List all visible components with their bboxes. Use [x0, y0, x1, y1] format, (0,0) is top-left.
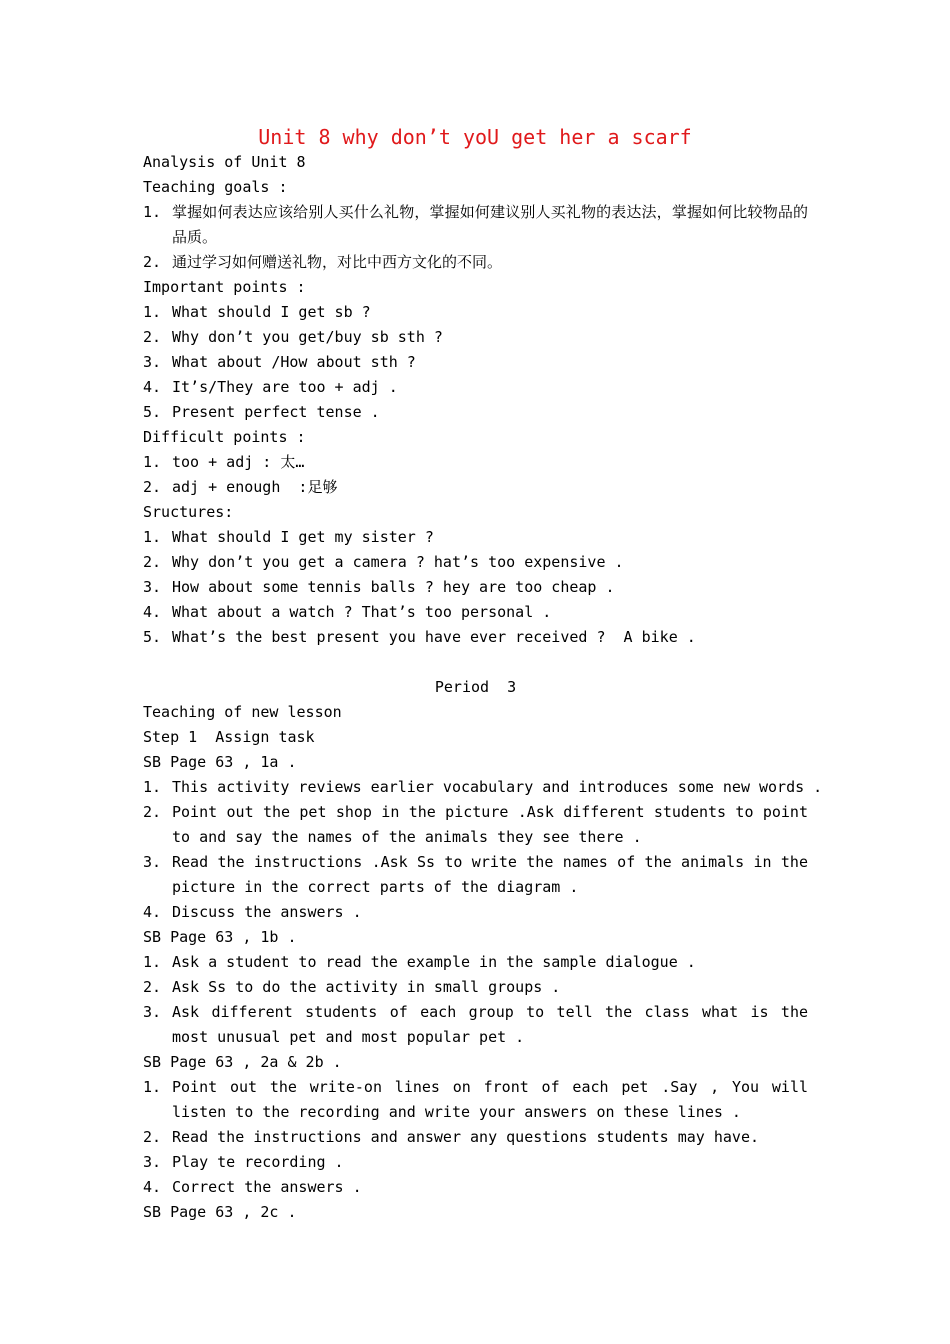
step-heading: Step 1 Assign task — [143, 728, 315, 746]
list-number: 1. — [143, 528, 162, 546]
list-text: 通过学习如何赠送礼物，对比中西方文化的不同。 — [172, 253, 503, 271]
list-number: 3. — [143, 1153, 162, 1171]
list-item — [143, 475, 808, 500]
list-number: 4. — [143, 903, 162, 921]
list-text: Present perfect tense . — [172, 403, 380, 421]
list-item — [143, 450, 808, 475]
list-text: Correct the answers . — [172, 1178, 362, 1196]
list-item — [143, 375, 808, 400]
list-text: This activity reviews earlier vocabulary and introduces some new words . — [172, 778, 823, 796]
list-text: What should I get my sister ? — [172, 528, 434, 546]
list-text: Play te recording . — [172, 1153, 344, 1171]
list-number: 3. — [143, 353, 162, 371]
list-text: Read the instructions and answer any questions students may have. — [172, 1128, 759, 1146]
list-text: Ask a student to read the example in the sample dialogue . — [172, 953, 696, 971]
list-text: Ask different students of each group to tell the class what is the most unusual pet and most popular pet . — [172, 1003, 808, 1046]
list-item — [143, 1000, 808, 1050]
important-points-heading: Important points : — [143, 278, 306, 296]
list-text: Why don’t you get a camera ? hat’s too expensive . — [172, 553, 624, 571]
list-item — [143, 1150, 808, 1175]
period-heading: Period 3 — [434, 678, 517, 696]
list-text: Point out the write-on lines on front of each pet .Say , You will listen to the recording and write your answers on these lines . — [172, 1078, 808, 1121]
list-item — [143, 975, 808, 1000]
list-item — [143, 350, 808, 375]
list-item — [143, 950, 808, 975]
list-item — [143, 850, 808, 900]
list-text: Why don’t you get/buy sb sth ? — [172, 328, 443, 346]
document-title: Unit 8 why don’t yoU get her a scarf — [258, 125, 692, 149]
list-number: 2. — [143, 803, 162, 821]
list-item — [143, 625, 808, 650]
list-item — [143, 575, 808, 600]
list-item — [143, 900, 808, 925]
list-text: Ask Ss to do the activity in small groups . — [172, 978, 561, 996]
spacer — [143, 650, 808, 675]
sb-page-1b: SB Page 63 , 1b . — [143, 928, 297, 946]
list-text: What about a watch ? That’s too personal . — [172, 603, 552, 621]
list-text: Read the instructions .Ask Ss to write the names of the animals in the picture in the correct parts of the diagram . — [172, 853, 808, 896]
list-item — [143, 1125, 808, 1150]
list-number: 5. — [143, 628, 162, 646]
list-text: What’s the best present you have ever received ? A bike . — [172, 628, 696, 646]
list-item — [143, 325, 808, 350]
list-number: 2. — [143, 1128, 162, 1146]
list-number: 4. — [143, 378, 162, 396]
list-item — [143, 400, 808, 425]
teaching-goals-heading: Teaching goals : — [143, 178, 288, 196]
list-number: 5. — [143, 403, 162, 421]
list-number: 3. — [143, 853, 162, 871]
list-number: 1. — [143, 203, 162, 221]
difficult-points-heading: Difficult points : — [143, 428, 306, 446]
teaching-new-heading: Teaching of new lesson — [143, 703, 342, 721]
list-number: 1. — [143, 778, 162, 796]
list-text: too + adj : 太… — [172, 453, 305, 471]
list-text: What should I get sb ? — [172, 303, 371, 321]
list-text: Point out the pet shop in the picture .Ask different students to point to and say the names of the animals they see there . — [172, 803, 808, 846]
list-text: How about some tennis balls ? hey are too cheap . — [172, 578, 615, 596]
list-text: Discuss the answers . — [172, 903, 362, 921]
list-number: 1. — [143, 1078, 162, 1096]
sb-page-2a: SB Page 63 , 2a & 2b . — [143, 1053, 342, 1071]
structures-heading: Sructures: — [143, 503, 234, 521]
list-text: adj + enough :足够 — [172, 478, 338, 496]
list-item — [143, 1175, 808, 1200]
list-number: 1. — [143, 453, 162, 471]
list-item — [143, 1075, 808, 1125]
sb-page-1a: SB Page 63 , 1a . — [143, 753, 297, 771]
list-number: 2. — [143, 553, 162, 571]
list-text: 掌握如何表达应该给别人买什么礼物，掌握如何建议别人买礼物的表达法，掌握如何比较物品的品质。 — [172, 203, 808, 246]
list-item — [143, 550, 808, 575]
list-number: 2. — [143, 328, 162, 346]
list-number: 3. — [143, 1003, 162, 1021]
list-item — [143, 600, 808, 625]
list-item — [143, 250, 808, 275]
list-item — [143, 775, 823, 800]
list-text: What about /How about sth ? — [172, 353, 416, 371]
list-item — [143, 525, 808, 550]
list-number: 1. — [143, 303, 162, 321]
list-number: 3. — [143, 578, 162, 596]
list-number: 1. — [143, 953, 162, 971]
list-number: 4. — [143, 1178, 162, 1196]
list-number: 2. — [143, 478, 162, 496]
sb-page-2c: SB Page 63 , 2c . — [143, 1203, 297, 1221]
list-number: 4. — [143, 603, 162, 621]
list-number: 2. — [143, 978, 162, 996]
list-item — [143, 200, 808, 250]
list-item — [143, 800, 808, 850]
document-body — [143, 150, 823, 1225]
list-number: 2. — [143, 253, 162, 271]
list-text: It’s/They are too + adj . — [172, 378, 398, 396]
list-item — [143, 300, 808, 325]
analysis-heading: Analysis of Unit 8 — [143, 153, 306, 171]
